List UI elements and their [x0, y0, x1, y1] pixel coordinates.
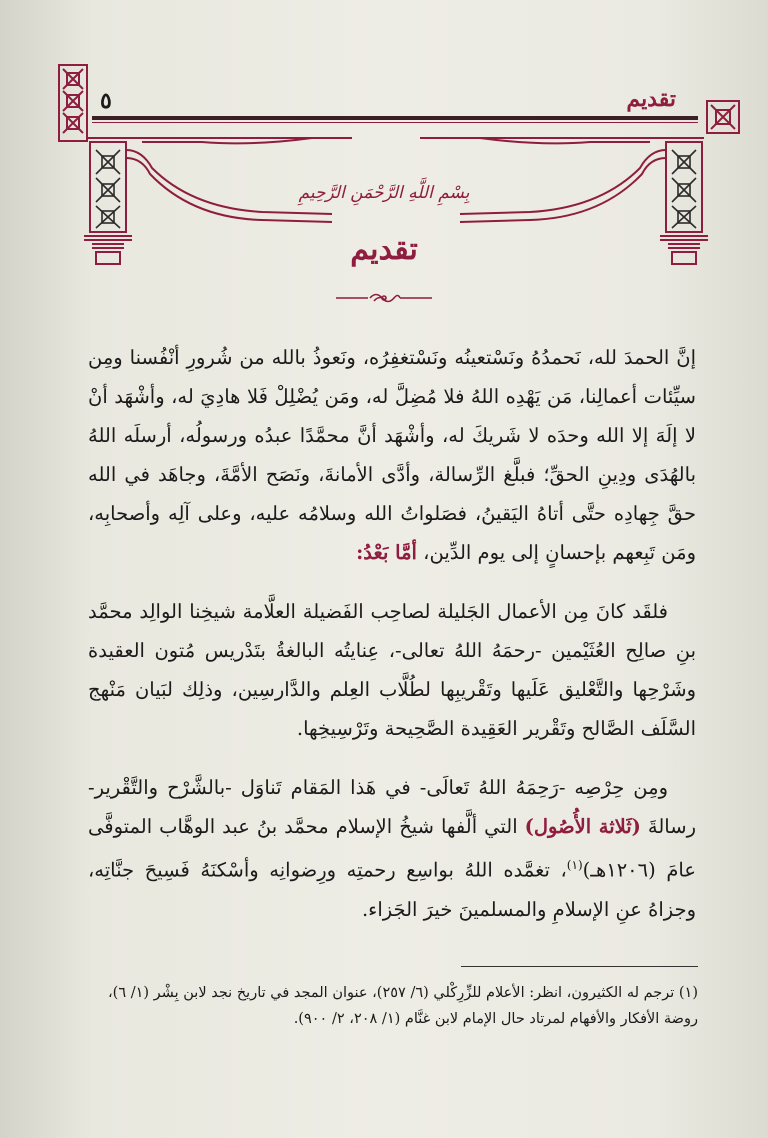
- paragraph-3-before: ومِن حِرْصِه -رَحِمَهُ اللهُ تَعالَى- في هَذا المَقام تَناوَل -بالشَّرْح والتَّقْرير- رسالةَ: [88, 776, 696, 838]
- paragraph-2: فلقَد كانَ مِن الأعمال الجَليلة لصاحِب الفَضيلة العلَّامة شيخِنا الوالِد محمَّد بنِ صالِح العُثَيْمين -رحمَهُ اللهُ تعالى-، عِنايتُه البالغةُ بتَدْريس مُتون العقيدة وشَرْحِها والتَّعْليق عَلَيها وتَقْريبِها لطُلَّاب العِلم والدَّارسِين، وذلِك لبَيان مَنْهج السَّلَف الصَّالح وتَقْرير العَقِيدة الصَّحِيحة وتَرْسِيخِها.: [88, 600, 696, 740]
- paragraph-1-text: إنَّ الحمدَ لله، نَحمدُهُ ونَسْتعينُه ونَسْتغفِرُه، ونَعوذُ بالله من شُرورِ أنْفُسنا ومِن سيِّئات أعمالِنا، مَن يَهْدِه اللهُ فلا مُضِلَّ له، ومَن يُضْلِلْ فَلا هادِيَ له، وأشْهَد أنْ لا إلَهَ إلا الله وحدَه لا شَريكَ له، وأشْهَد أنَّ محمَّدًا عبدُه ورسولُه، أرسلَه اللهُ بالهُدَى ودِينِ الحقِّ؛ فبلَّغ الرِّسالة، وأدَّى الأمانةَ، ونَصَح الأمَّةَ، وجاهَد في الله حقَّ جِهادِه حتَّى أتاهُ اليَقينُ، فصَلواتُ الله وسلامُه عليه، وعلى آلِه وأصحابِه، ومَن تَبِعهم بإحسانٍ إلى يوم الدِّين،: [88, 346, 696, 564]
- amma-bad-phrase: أمَّا بَعْدُ:: [356, 541, 417, 564]
- header-rule-thin: [92, 122, 698, 123]
- footnote-reference[interactable]: (١): [566, 858, 583, 872]
- corner-knot-ornament-right: [706, 100, 740, 134]
- page-number: ٥: [100, 88, 112, 114]
- paragraph-1: [88, 338, 696, 572]
- running-title: تقديم: [626, 86, 676, 112]
- paragraph-3-tail: ، تغمَّده اللهُ بواسِع رحمتِه ورِضوانِه وأسْكنَهُ فَسِيحَ جنَّاتِه، وجزاهُ عنِ الإسلامِ والمسلمينَ خيرَ الجَزاء.: [88, 858, 696, 921]
- paragraph-3-after: التي ألَّفها شيخُ الإسلام محمَّد بنُ عبد الوهَّاب المتوفَّى عامَ (١٢٠٦هـ): [88, 815, 696, 882]
- book-title-highlight: (ثَلاثة الأُصُول): [524, 815, 641, 838]
- section-title: تقديم: [350, 232, 418, 267]
- header-rule: [92, 116, 698, 120]
- footnote: (١) ترجم له الكثيرون، انظر: الأعلام للزِّرِكْلي (٦/ ٢٥٧)، عنوان المجد في تاريخ نجد لابن بِشْر (١/ ٦)، روضة الأفكار والأفهام لمرتاد حال الإمام لابن غنَّام (١/ ٢٠٨، ٢/ ٩٠٠).: [107, 985, 698, 1027]
- paragraph-3: [88, 768, 696, 929]
- body-text: [88, 338, 696, 929]
- basmala: بِسْمِ اللَّهِ الرَّحْمَنِ الرَّحِيمِ: [298, 183, 470, 203]
- title-flourish-ornament: [334, 289, 434, 307]
- footnote-rule: [461, 966, 698, 967]
